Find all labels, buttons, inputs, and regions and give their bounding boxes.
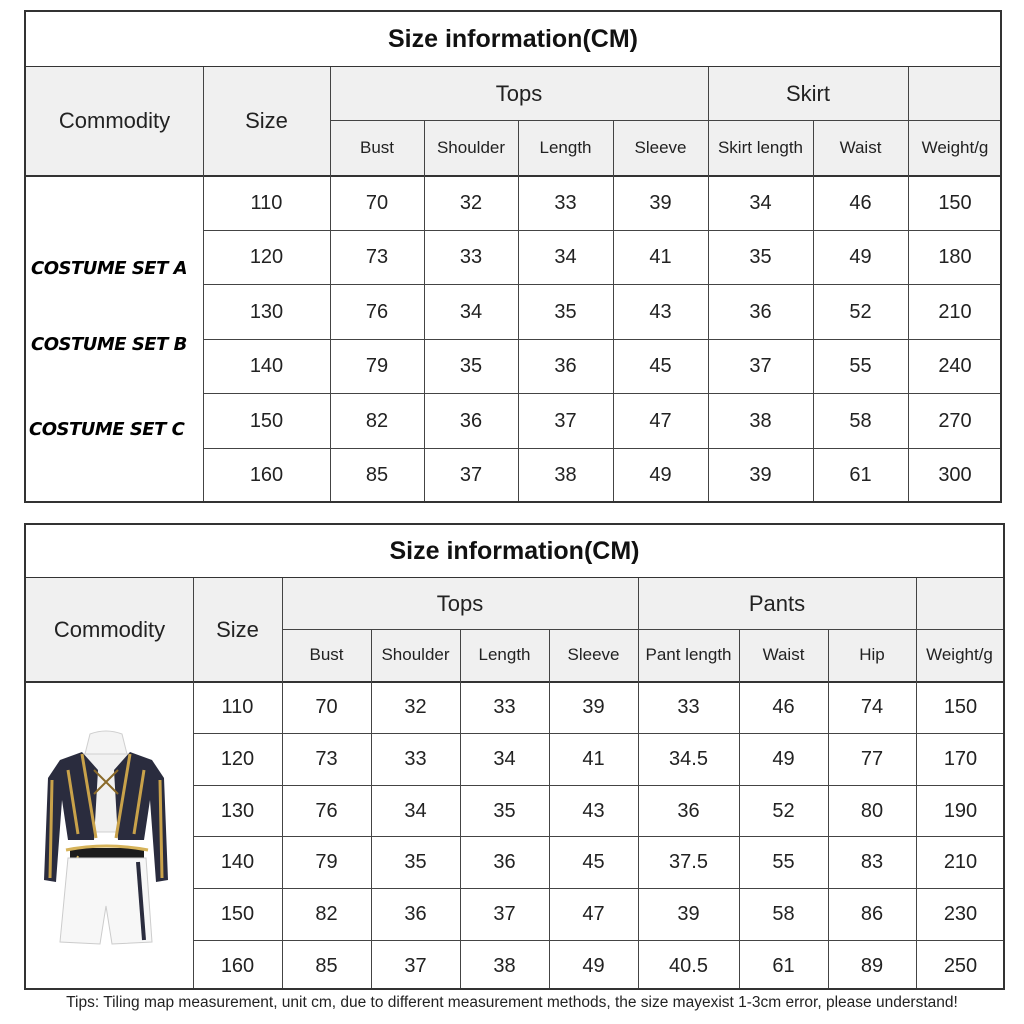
table-cell: 230: [943, 903, 978, 926]
size-cell: 160: [220, 954, 255, 977]
table-cell: 300: [938, 464, 972, 487]
table-cell: 70: [365, 191, 389, 214]
size-cell: 160: [249, 464, 284, 487]
table-cell: 36: [677, 799, 700, 822]
column-header-length: Length: [539, 137, 592, 157]
table-cell: 61: [849, 464, 872, 487]
column-header-bust: Bust: [359, 137, 395, 157]
table-cell: 35: [404, 851, 427, 874]
table-cell: 37: [404, 954, 427, 977]
table-cell: 46: [772, 696, 795, 719]
table-cell: 34: [749, 191, 772, 214]
size-cell: 120: [220, 748, 255, 771]
size-cell: 130: [249, 300, 284, 323]
table-cell: 34.5: [669, 748, 708, 771]
size-cell: 140: [249, 355, 284, 378]
size-header: Size: [245, 108, 288, 133]
table-cell: 38: [493, 954, 516, 977]
column-header-length: Length: [478, 645, 531, 664]
column-header-skirt-length: Skirt length: [717, 137, 804, 157]
table-cell: 33: [677, 696, 700, 719]
table-cell: 36: [459, 409, 483, 432]
pants-group-header: Pants: [748, 590, 806, 616]
size-cell: 150: [220, 903, 255, 926]
table-cell: 74: [860, 696, 884, 719]
size-header: Size: [216, 616, 259, 642]
table-cell: 76: [315, 799, 338, 822]
table-cell: 33: [493, 696, 516, 719]
table-cell: 35: [749, 246, 772, 269]
table-cell: 35: [493, 799, 516, 822]
table-cell: 45: [582, 851, 605, 874]
commodity-header: Commodity: [58, 108, 171, 133]
table-cell: 34: [493, 748, 516, 771]
size-cell: 130: [220, 799, 255, 822]
commodity-name: COSTUME SET A: [31, 258, 188, 279]
column-header-weight: Weight/g: [926, 645, 993, 664]
table-title: Size information(CM): [26, 525, 1003, 579]
table-cell: 33: [404, 748, 427, 771]
table-cell: 36: [749, 300, 772, 323]
table-cell: 33: [554, 191, 577, 214]
size-cell: 110: [221, 696, 254, 719]
table-cell: 250: [943, 954, 978, 977]
table-cell: 150: [938, 191, 972, 214]
table-cell: 240: [938, 355, 972, 378]
table-title: Size information(CM): [26, 12, 1000, 68]
table-cell: 47: [582, 903, 605, 926]
size-cell: 150: [249, 409, 284, 432]
table-cell: 55: [849, 355, 872, 378]
size-table-skirt-set: [24, 10, 1002, 503]
table-cell: 73: [315, 748, 338, 771]
table-cell: 34: [554, 246, 577, 269]
column-header-shoulder: Shoulder: [381, 645, 450, 664]
commodity-header: Commodity: [53, 616, 166, 642]
table-cell: 79: [315, 851, 338, 874]
table-cell: 52: [849, 300, 872, 323]
size-cell: 140: [220, 851, 255, 874]
table-cell: 83: [860, 851, 884, 874]
table-cell: 82: [365, 409, 389, 432]
table-cell: 32: [404, 696, 427, 719]
table-cell: 36: [554, 355, 577, 378]
table-cell: 170: [943, 748, 978, 771]
table-cell: 40.5: [669, 954, 708, 977]
table-cell: 35: [554, 300, 577, 323]
table-cell: 76: [365, 300, 389, 323]
table-cell: 37: [459, 464, 483, 487]
table-cell: 41: [582, 748, 605, 771]
column-header-shoulder: Shoulder: [436, 137, 506, 157]
tops-group-header: Tops: [436, 590, 484, 616]
table-cell: 39: [677, 903, 700, 926]
column-header-waist: Waist: [839, 137, 882, 157]
table-cell: 58: [772, 903, 795, 926]
table-cell: 55: [772, 851, 795, 874]
table-cell: 180: [938, 246, 972, 269]
table-cell: 33: [459, 246, 483, 269]
table-cell: 79: [365, 355, 389, 378]
column-header-hip: Hip: [859, 645, 885, 664]
column-header-sleeve: Sleeve: [567, 645, 620, 664]
table-cell: 38: [749, 409, 772, 432]
table-cell: 73: [365, 246, 389, 269]
skirt-group-header: Skirt: [786, 80, 830, 106]
table-cell: 49: [582, 954, 605, 977]
table-cell: 210: [938, 300, 972, 323]
table-cell: 49: [772, 748, 795, 771]
commodity-name: COSTUME SET C: [29, 419, 185, 440]
tops-group-header: Tops: [495, 80, 543, 106]
table-cell: 34: [459, 300, 483, 323]
table-cell: 49: [849, 246, 872, 269]
column-header-waist: Waist: [762, 645, 805, 664]
table-cell: 45: [649, 355, 672, 378]
table-cell: 37.5: [669, 851, 708, 874]
table-cell: 85: [315, 954, 338, 977]
table-cell: 46: [849, 191, 872, 214]
table-cell: 37: [554, 409, 577, 432]
tips-note: Tips: Tiling map measurement, unit cm, due to different measurement methods, the size mayexist 1-3cm error, please understand!: [66, 994, 958, 1011]
costume-product-image: [38, 730, 174, 970]
table-cell: 35: [459, 355, 483, 378]
table-cell: 270: [938, 409, 972, 432]
column-header-bust: Bust: [309, 645, 344, 664]
size-cell: 120: [249, 246, 284, 269]
table-cell: 58: [849, 409, 872, 432]
column-header-pant-length: Pant length: [645, 645, 732, 664]
table-cell: 82: [315, 903, 338, 926]
column-header-sleeve: Sleeve: [634, 137, 687, 157]
table-cell: 49: [649, 464, 672, 487]
table-cell: 80: [860, 799, 884, 822]
column-header-weight: Weight/g: [921, 137, 989, 157]
table-cell: 39: [749, 464, 772, 487]
commodity-name: COSTUME SET B: [31, 334, 187, 355]
table-cell: 86: [860, 903, 884, 926]
table-cell: 210: [943, 851, 978, 874]
table-cell: 43: [582, 799, 605, 822]
table-cell: 70: [315, 696, 338, 719]
table-cell: 37: [749, 355, 772, 378]
table-cell: 190: [943, 799, 978, 822]
table-cell: 37: [493, 903, 516, 926]
table-cell: 89: [860, 954, 884, 977]
table-cell: 61: [772, 954, 795, 977]
size-cell: 110: [250, 191, 283, 214]
table-cell: 36: [493, 851, 516, 874]
table-cell: 43: [649, 300, 672, 323]
table-cell: 77: [860, 748, 884, 771]
table-cell: 85: [365, 464, 389, 487]
belt: [70, 848, 144, 858]
table-cell: 38: [554, 464, 577, 487]
table-cell: 36: [404, 903, 427, 926]
table-cell: 52: [772, 799, 795, 822]
table-cell: 47: [649, 409, 672, 432]
table-cell: 32: [459, 191, 483, 214]
table-cell: 39: [649, 191, 672, 214]
table-cell: 41: [649, 246, 672, 269]
table-cell: 34: [404, 799, 427, 822]
table-cell: 150: [943, 696, 978, 719]
table-cell: 39: [582, 696, 605, 719]
